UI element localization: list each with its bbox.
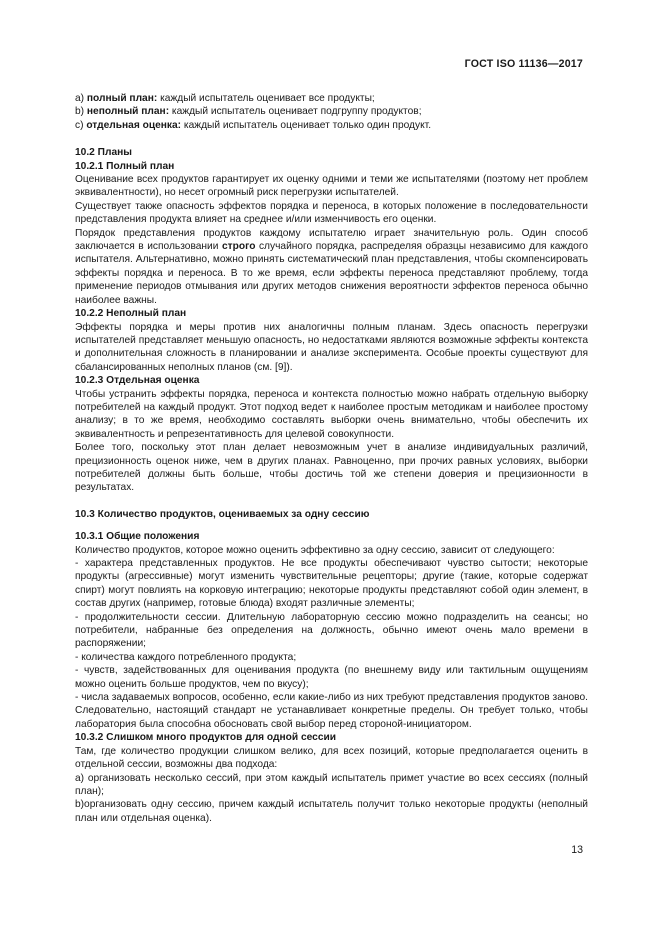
list-item: a) организовать несколько сессий, при этом каждый испытатель примет участие во всех сессиях (полный план);	[75, 772, 588, 797]
paragraph: Эффекты порядка и меры против них аналогичны полным планам. Здесь опасность перегрузки испытателей представляет меньшую опасность, но недостатками являются возможные эффекты контекста и дополнительная сложность в планировании и анализе эксперимента. Особые проекты существуют для сбалансированных неполных планов (см. [9]).	[75, 321, 588, 373]
term-partial-plan: неполный план:	[86, 106, 170, 118]
paragraph: Там, где количество продукции слишком велико, для всех позиций, которые предполагается оценить в отдельной сессии, возможны два подхода:	[75, 745, 588, 771]
paragraph: Чтобы устранить эффекты порядка, переноса и контекста полностью можно набрать отдельную выборку потребителей на каждый продукт. Этот подход ведет к наиболее простым методикам и наиболее простому анализу; в то же время, необходимо составлять выборки очень внимательно, чтобы обеспечить их эквивалентность и репрезентативность для целевой совокупности.	[75, 388, 588, 440]
paragraph: Существует также опасность эффектов порядка и переноса, в которых положение в последовательности представления продукта влияет на среднее и/или изменчивость его оценки.	[75, 200, 588, 226]
subsection-heading-10-3-2: 10.3.2 Слишком много продуктов для одной сессии	[75, 732, 337, 744]
subsection-heading-10-2-2: 10.2.2 Неполный план	[75, 308, 187, 320]
document-header: ГОСТ ISO 11136—2017	[464, 58, 583, 70]
page-content	[75, 92, 588, 825]
list-item: - количества каждого потребленного продукта;	[75, 651, 297, 663]
list-item-b: b) неполный план: каждый испытатель оценивает подгруппу продуктов;	[75, 106, 422, 118]
term-full-plan: полный план:	[86, 93, 158, 104]
paragraph: Оценивание всех продуктов гарантирует их оценку одними и теми же испытателями (поэтому нет проблем эквивалентности), но несет огромный риск перегрузки испытателей.	[75, 174, 588, 199]
subsection-heading-10-3-1: 10.3.1 Общие положения	[75, 531, 200, 543]
list-item: - числа задаваемых вопросов, особенно, если какие-либо из них требуют представления продуктов заново.	[75, 692, 588, 704]
page-number: 13	[571, 844, 583, 856]
list-item: - продолжительности сессии. Длительную лабораторную сессию можно подразделить на сеансы; но потребители, набранные без определения на должность, обычно имеют очень мало времени в распоряжении;	[75, 611, 588, 650]
section-heading-10-2: 10.2 Планы	[75, 147, 132, 159]
subsection-heading-10-2-1: 10.2.1 Полный план	[75, 160, 175, 172]
list-item: - характера представленных продуктов. Не все продукты обеспечивают чувство сытости; некоторые продукты (агрессивные) могут изменить чувствительные рецепторы; другие (такие, которые содержат спирт) могут повлиять на корковую интеграцию; некоторые продукты представляют собой один элемент, в состав других (например, готовые блюда) входят различные элементы;	[75, 558, 588, 610]
subsection-heading-10-2-3: 10.2.3 Отдельная оценка	[75, 375, 200, 387]
paragraph: Более того, поскольку этот план делает невозможным учет в анализе индивидуальных различий, прецизионность оценок ниже, чем в других планах. Равноценно, при прочих равных условиях, выборки потребителей должны быть больше, чтобы достичь той же степени доверия и прецизионности в результатах.	[75, 442, 588, 494]
paragraph: Количество продуктов, которое можно оценить эффективно за одну сессию, зависит от следующего:	[75, 544, 555, 556]
paragraph: Следовательно, настоящий стандарт не устанавливает конкретные пределы. Он требует только, чтобы лаборатория была способна обосновать свой выбор перед стороной-инициатором.	[75, 705, 588, 730]
list-item: b)организовать одну сессию, причем каждый испытатель получит только некоторые продукты (неполный план или отдельная оценка).	[75, 799, 588, 824]
term-single-evaluation: отдельная оценка:	[86, 119, 182, 131]
paragraph: Порядок представления продуктов каждому испытателю играет значительную роль. Один способ заключается в использовании строго случайного порядка, распределяя образцы независимо для каждого испытателя. Альтернативно, можно принять систематический план представления, чтобы скомпенсировать эффекты порядка и переноса. В то же время, если эффекты переноса представляют проблему, тогда применение периодов отмывания или других методов снижения вероятности эффектов переноса обычно наиболее важны.	[75, 227, 589, 306]
section-heading-10-3: 10.3 Количество продуктов, оцениваемых за одну сессию	[75, 508, 370, 520]
list-item: - чувств, задействованных для оценивания продукта (по внешнему виду или тактильным ощущениям можно оценить больше продуктов, чем по вкусу);	[75, 665, 588, 690]
list-item-a: a) полный план: каждый испытатель оценивает все продукты;	[75, 93, 375, 104]
list-item-c: c) отдельная оценка: каждый испытатель оценивает только один продукт.	[75, 119, 432, 131]
